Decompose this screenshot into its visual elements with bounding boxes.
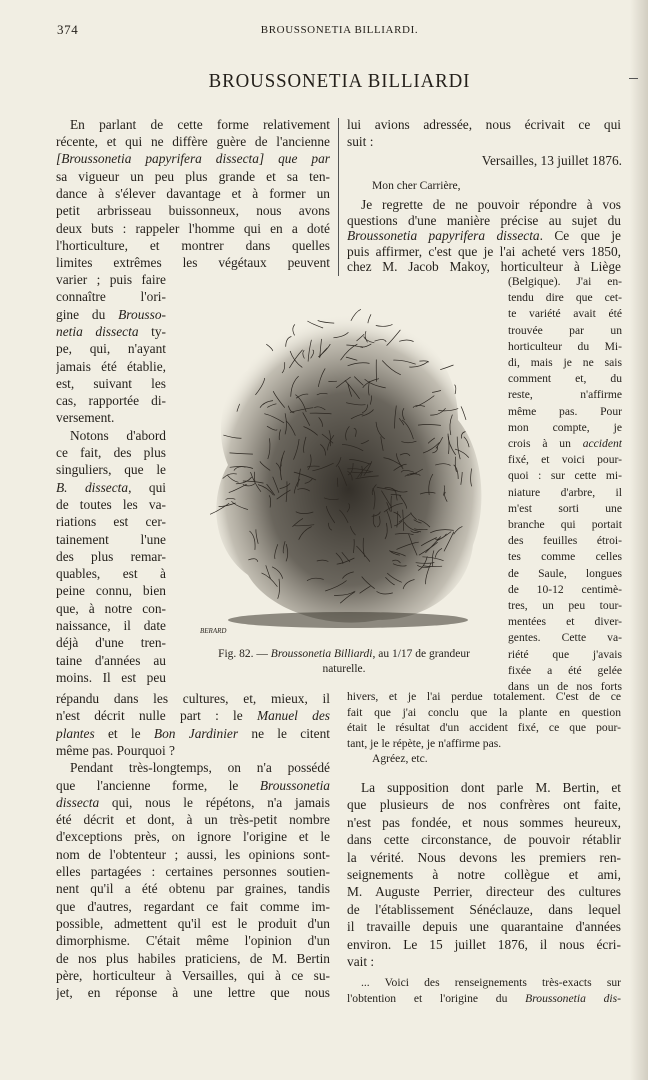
text-line: l'horticulture, et montrer dans quelles	[56, 238, 330, 253]
text-line: ce fait, des plus	[56, 445, 166, 460]
text-line: niature d'arbre, il	[508, 485, 622, 499]
text-line: Broussonetia papyrifera dissecta. Ce que je	[347, 228, 621, 243]
page-edge-shadow	[630, 0, 648, 1080]
text-line: puis affirmer, c'est que je l'ai acheté vers 1850,	[347, 243, 621, 259]
text-line: di, mais je ne sais	[508, 356, 622, 369]
text-line: taine d'années au	[56, 652, 166, 668]
text-line: de nos plus habiles praticiens, de M. Bertin	[56, 950, 330, 966]
text-line: répandu dans les cultures, et, mieux, il	[56, 691, 330, 706]
text-line: En parlant de cette forme relativement	[70, 117, 330, 132]
text-line: jet, en réponse à une lettre que nous	[56, 985, 330, 1001]
text-line: riations est cer-	[56, 514, 166, 530]
text-line: reste, n'affirme	[508, 388, 622, 402]
text-line: la vérité. Nous devons les premiers ren-	[347, 849, 621, 865]
engraver-signature: BERARD	[200, 627, 227, 635]
text-line: que plusieurs de nos confrères ont faite,	[347, 797, 621, 813]
text-line: des feuilles étroi-	[508, 534, 622, 548]
text-line: [Broussonetia papyrifera dissecta] que par	[56, 151, 330, 166]
page-number: 374	[57, 22, 79, 37]
figure-caption	[180, 647, 508, 677]
text-line: peine connu, bien	[56, 583, 166, 599]
text-line: Notons d'abord	[70, 427, 166, 443]
text-line: vait :	[347, 954, 375, 969]
shrub-engraving	[188, 290, 503, 650]
text-line: dance à s'élever davantage et à former un	[56, 186, 330, 201]
caption-line-2: naturelle.	[322, 663, 366, 675]
text-line: cas, rapportée di-	[56, 393, 166, 409]
text-line: des plus remar-	[56, 548, 166, 564]
twig-stroke	[461, 406, 466, 420]
text-line: dissecta qui, nous le répétons, n'a jamais	[56, 794, 330, 810]
text-line: quables, est à	[56, 566, 166, 582]
text-line: quoi : sur cette mi-	[508, 469, 622, 483]
text-line: même pas. Pourquoi ?	[56, 742, 176, 758]
text-line: fixé, et voici pour-	[508, 453, 622, 467]
text-line: dans un de nos forts	[508, 680, 622, 693]
text-line: l'obtention et l'origine du Broussonetia dis-	[347, 992, 621, 1005]
text-line: La supposition dont parle M. Bertin, et	[361, 780, 621, 795]
text-line: il travaille depuis une quarantaine d'années	[347, 919, 621, 935]
running-title: BROUSSONETIA BILLIARDI.	[260, 24, 419, 36]
text-line: naissance, il date	[56, 618, 166, 633]
text-line: nent qu'il a été obtenu par graines, tandis	[56, 881, 330, 897]
text-line: nom de l'obtenteur ; aussi, les opinions sont-	[56, 846, 330, 862]
text-line: tant, je le répète, je n'affirme pas.	[347, 737, 502, 751]
text-line: limites extrêmes les végétaux peuvent	[56, 255, 330, 270]
text-line: ... Voici des renseignements très-exacts sur	[361, 976, 621, 989]
text-line: de toutes les va-	[56, 496, 166, 512]
text-line: branche qui portait	[508, 518, 622, 531]
text-line: seignements à notre collègue et ami,	[347, 867, 621, 882]
text-line: n'est décrit nulle part : le Manuel des	[56, 708, 330, 724]
text-line: n'est pas fondée, et nous sommes heureux,	[347, 814, 621, 830]
text-line: connaître l'ori-	[56, 289, 166, 305]
text-line: M. Auguste Perrier, directeur des cultures	[347, 884, 621, 900]
text-line: m'est sorti une	[508, 501, 622, 515]
text-line: riété que j'avais	[508, 647, 622, 661]
text-line: possible, admettent qu'il est le produit d'un	[56, 915, 330, 931]
text-line: plantes et le Bon Jardinier ne le citent	[56, 725, 330, 741]
text-line: sa vigueur un peu plus grande et sa ten-	[56, 169, 330, 184]
text-line: que l'ancienne forme, le Broussonetia	[56, 777, 330, 793]
text-line: singuliers, que le	[56, 462, 166, 478]
text-line: mentées et diver-	[508, 615, 622, 629]
text-line: que d'autres, regardant ce fait comme im-	[56, 898, 330, 914]
edge-mark	[629, 78, 638, 79]
text-line: moins. Il est peu	[56, 669, 166, 685]
text-line: chez M. Jacob Makoy, horticulteur à Liège	[347, 259, 621, 274]
text-line: fait que j'ai conclu que la plante en question	[347, 705, 621, 719]
text-line: était le résultat d'un accident fixé, ce que pour-	[347, 721, 621, 735]
text-line: tainement l'une	[56, 531, 166, 547]
text-line: Pendant très-longtemps, on n'a possédé	[70, 760, 330, 776]
text-line: déjà d'une tren-	[56, 635, 166, 651]
text-line: de l'établissement Sénéclauze, dans lequel	[347, 901, 621, 917]
letter-salutation: Mon cher Carrière,	[372, 179, 461, 192]
text-line: varier ; puis faire	[56, 272, 166, 287]
letter-closing: Agréez, etc.	[372, 752, 428, 765]
article-title: BROUSSONETIA BILLIARDI	[208, 70, 471, 92]
text-line: B. dissecta, qui	[56, 479, 166, 495]
text-line: de Saule, longues	[508, 566, 622, 580]
text-line: même pas. Pour	[508, 404, 622, 418]
text-line: jamais été établie,	[56, 358, 166, 374]
text-line: horticulteur du Mi-	[508, 339, 622, 353]
text-line: elles partagées : certaines personnes soutien-	[56, 864, 330, 879]
text-line: tres, un peu tour-	[508, 599, 622, 612]
text-line: que, à notre con-	[56, 600, 166, 616]
text-line: versement.	[56, 410, 115, 426]
text-line: dans cette circonstance, de pouvoir rétablir	[347, 832, 621, 848]
text-line: te variété avait été	[508, 307, 622, 321]
letter-dateline: Versailles, 13 juillet 1876.	[481, 153, 622, 168]
caption-line-1: Fig. 82. — Broussonetia Billiardi, au 1/17 de grandeur	[218, 648, 470, 660]
text-line: tes comme celles	[508, 550, 622, 564]
text-line: récente, et qui ne diffère guère de l'ancienne	[56, 134, 330, 149]
text-line: environ. Le 15 juillet 1876, il nous écri-	[347, 936, 621, 952]
text-line: dimorphisme. C'était même l'opinion d'un	[56, 933, 330, 949]
text-line: d'exceptions près, on ignore l'origine et le	[56, 829, 330, 845]
text-line: trouvée par un	[508, 323, 622, 337]
text-line: fixée a été gelée	[508, 663, 622, 677]
text-line: questions d'une manière précise au sujet du	[347, 212, 621, 228]
text-line: hivers, et je l'ai perdue totalement. C'est de ce	[347, 690, 621, 703]
text-line: Je regrette de ne pouvoir répondre à vos	[361, 197, 621, 212]
text-line: tendu dire que cet-	[508, 291, 622, 305]
text-line: gine du Brousso-	[56, 306, 166, 322]
text-line: père, horticulteur à Versailles, qui à ce su-	[56, 967, 330, 983]
text-line: deux buts : rappeler l'homme qui en a doté	[56, 221, 330, 236]
text-line: de 10-12 centimè-	[508, 582, 622, 596]
text-line: pe, qui, n'ayant	[56, 341, 166, 357]
text-line: mon compte, je	[508, 420, 622, 434]
text-line: gentes. Cette va-	[508, 631, 622, 645]
text-line: crois à un accident	[508, 437, 622, 450]
text-line: netia dissecta ty-	[56, 323, 166, 339]
text-line: été décrit et dont, à un très-petit nombre	[56, 812, 330, 828]
text-line: comment et, du	[508, 372, 622, 386]
text-line: lui avions adressée, nous écrivait ce qui	[347, 117, 621, 132]
text-line: suit :	[347, 134, 374, 149]
text-line: (Belgique). J'ai en-	[508, 275, 622, 288]
text-line: est, suivant les	[56, 375, 166, 391]
running-header	[57, 22, 622, 42]
column-rule	[338, 118, 339, 276]
text-line: petit arbrisseau buissonneux, nous avons	[56, 203, 330, 218]
